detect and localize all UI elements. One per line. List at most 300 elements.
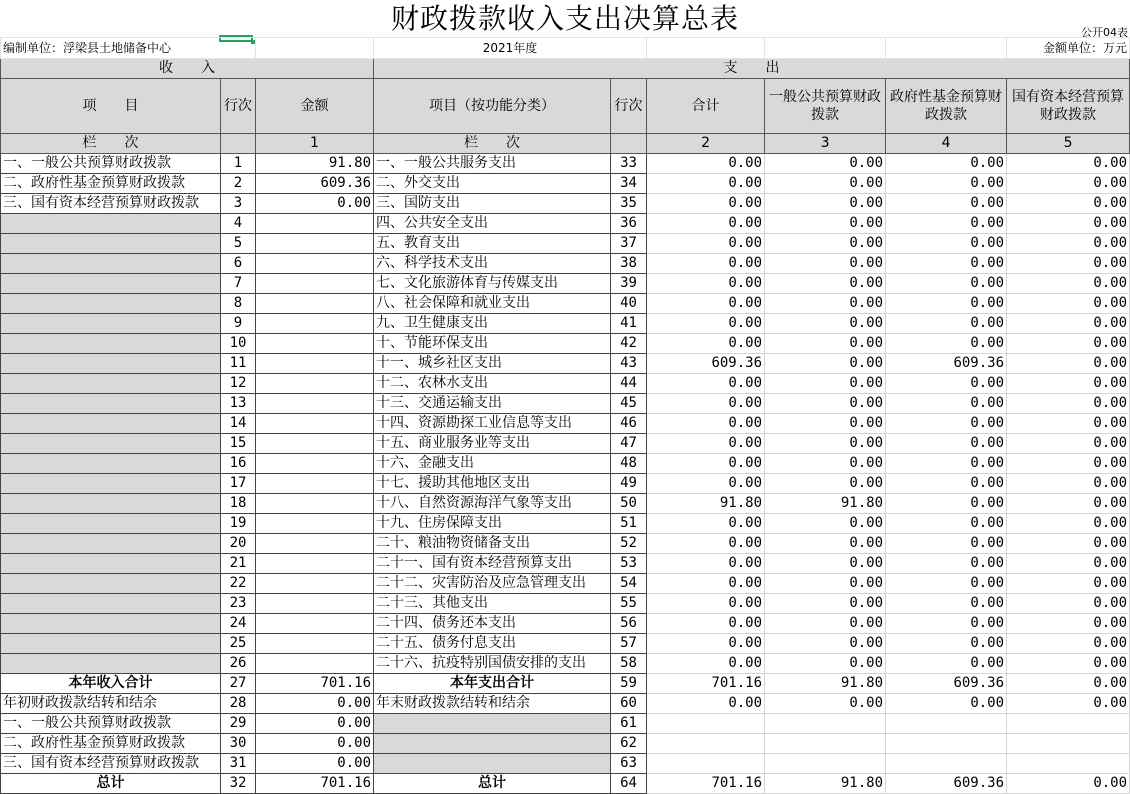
income-row-number[interactable]: 19 xyxy=(221,514,256,534)
expense-row-number[interactable]: 52 xyxy=(611,534,647,554)
income-item-cell[interactable]: 一、一般公共预算财政拨款 xyxy=(1,154,221,174)
income-item-cell[interactable] xyxy=(1,554,221,574)
expense-total-cell[interactable]: 0.00 xyxy=(647,514,765,534)
expense-row-number[interactable]: 59 xyxy=(611,674,647,694)
general-budget-cell[interactable]: 0.00 xyxy=(765,694,886,714)
expense-row-number[interactable]: 36 xyxy=(611,214,647,234)
general-budget-cell[interactable] xyxy=(765,734,886,754)
income-item-header[interactable]: 项 目 xyxy=(1,79,221,134)
income-row-number[interactable]: 5 xyxy=(221,234,256,254)
expense-item-header[interactable]: 项目（按功能分类） xyxy=(374,79,611,134)
expense-total-cell[interactable]: 0.00 xyxy=(647,534,765,554)
expense-total-cell[interactable]: 0.00 xyxy=(647,434,765,454)
income-row-number[interactable]: 11 xyxy=(221,354,256,374)
general-budget-cell[interactable]: 0.00 xyxy=(765,594,886,614)
expense-row-number[interactable]: 53 xyxy=(611,554,647,574)
expense-total-cell[interactable]: 0.00 xyxy=(647,214,765,234)
state-capital-cell[interactable]: 0.00 xyxy=(1007,594,1130,614)
income-row-number[interactable]: 32 xyxy=(221,774,256,794)
income-item-cell[interactable] xyxy=(1,654,221,674)
income-item-cell[interactable] xyxy=(1,534,221,554)
expense-total-cell[interactable]: 0.00 xyxy=(647,474,765,494)
income-row-number[interactable]: 13 xyxy=(221,394,256,414)
income-item-cell[interactable] xyxy=(1,334,221,354)
income-row-number[interactable]: 31 xyxy=(221,754,256,774)
expense-item-cell[interactable]: 一、一般公共服务支出 xyxy=(374,154,611,174)
fund-budget-cell[interactable]: 0.00 xyxy=(886,314,1007,334)
income-amount-cell[interactable] xyxy=(256,474,374,494)
general-budget-header[interactable]: 一般公共预算财政拨款 xyxy=(765,79,886,134)
income-amount-cell[interactable]: 701.16 xyxy=(256,674,374,694)
fund-budget-cell[interactable]: 0.00 xyxy=(886,654,1007,674)
expense-item-cell[interactable]: 本年支出合计 xyxy=(374,674,611,694)
general-budget-cell[interactable]: 0.00 xyxy=(765,374,886,394)
income-row-number[interactable]: 1 xyxy=(221,154,256,174)
income-row-number[interactable]: 29 xyxy=(221,714,256,734)
fund-budget-cell[interactable]: 0.00 xyxy=(886,434,1007,454)
expense-row-number[interactable]: 54 xyxy=(611,574,647,594)
income-rowno-header[interactable]: 行次 xyxy=(221,79,256,134)
general-budget-cell[interactable]: 0.00 xyxy=(765,234,886,254)
income-header[interactable]: 收 入 xyxy=(1,59,374,79)
expense-row-number[interactable]: 42 xyxy=(611,334,647,354)
state-capital-cell[interactable]: 0.00 xyxy=(1007,354,1130,374)
expense-total-cell[interactable]: 0.00 xyxy=(647,314,765,334)
income-item-cell[interactable] xyxy=(1,434,221,454)
income-row-number[interactable]: 18 xyxy=(221,494,256,514)
income-row-number[interactable]: 10 xyxy=(221,334,256,354)
income-amount-cell[interactable] xyxy=(256,414,374,434)
fund-budget-cell[interactable]: 0.00 xyxy=(886,394,1007,414)
income-amount-cell[interactable] xyxy=(256,434,374,454)
general-budget-cell[interactable]: 0.00 xyxy=(765,514,886,534)
income-item-cell[interactable]: 本年收入合计 xyxy=(1,674,221,694)
expense-total-cell[interactable]: 0.00 xyxy=(647,574,765,594)
income-row-number[interactable]: 6 xyxy=(221,254,256,274)
income-amount-cell[interactable] xyxy=(256,574,374,594)
fund-budget-header[interactable]: 政府性基金预算财政拨款 xyxy=(886,79,1007,134)
expense-row-number[interactable]: 62 xyxy=(611,734,647,754)
fund-budget-cell[interactable]: 0.00 xyxy=(886,494,1007,514)
state-capital-cell[interactable]: 0.00 xyxy=(1007,154,1130,174)
income-row-number[interactable]: 24 xyxy=(221,614,256,634)
income-amount-cell[interactable]: 0.00 xyxy=(256,694,374,714)
income-amount-cell[interactable] xyxy=(256,334,374,354)
expense-row-number[interactable]: 56 xyxy=(611,614,647,634)
expense-row-number[interactable]: 40 xyxy=(611,294,647,314)
general-budget-cell[interactable]: 0.00 xyxy=(765,414,886,434)
state-capital-cell[interactable]: 0.00 xyxy=(1007,634,1130,654)
fund-budget-cell[interactable]: 609.36 xyxy=(886,674,1007,694)
general-budget-cell[interactable] xyxy=(765,714,886,734)
expense-total-cell[interactable]: 0.00 xyxy=(647,274,765,294)
fund-budget-cell[interactable]: 0.00 xyxy=(886,174,1007,194)
income-amount-cell[interactable]: 0.00 xyxy=(256,734,374,754)
expense-item-cell[interactable]: 十七、援助其他地区支出 xyxy=(374,474,611,494)
general-budget-cell[interactable]: 0.00 xyxy=(765,214,886,234)
expense-item-cell[interactable] xyxy=(374,714,611,734)
income-amount-cell[interactable] xyxy=(256,214,374,234)
income-item-cell[interactable] xyxy=(1,394,221,414)
income-amount-cell[interactable]: 0.00 xyxy=(256,714,374,734)
income-item-cell[interactable] xyxy=(1,214,221,234)
income-amount-header[interactable]: 金额 xyxy=(256,79,374,134)
income-row-number[interactable]: 7 xyxy=(221,274,256,294)
expense-item-cell[interactable]: 二十六、抗疫特别国债安排的支出 xyxy=(374,654,611,674)
income-amount-cell[interactable] xyxy=(256,554,374,574)
expense-item-cell[interactable]: 年末财政拨款结转和结余 xyxy=(374,694,611,714)
expense-row-number[interactable]: 61 xyxy=(611,714,647,734)
amount-unit[interactable]: 金额单位：万元 xyxy=(1007,38,1130,59)
expense-item-cell[interactable]: 十九、住房保障支出 xyxy=(374,514,611,534)
state-capital-cell[interactable]: 0.00 xyxy=(1007,694,1130,714)
fund-budget-cell[interactable] xyxy=(886,734,1007,754)
expense-item-cell[interactable]: 七、文化旅游体育与传媒支出 xyxy=(374,274,611,294)
expense-item-cell[interactable]: 总计 xyxy=(374,774,611,794)
income-row-number[interactable]: 2 xyxy=(221,174,256,194)
fund-budget-cell[interactable]: 0.00 xyxy=(886,694,1007,714)
expense-item-cell[interactable]: 二十一、国有资本经营预算支出 xyxy=(374,554,611,574)
expense-item-cell[interactable]: 五、教育支出 xyxy=(374,234,611,254)
income-item-cell[interactable] xyxy=(1,574,221,594)
fund-budget-cell[interactable] xyxy=(886,714,1007,734)
state-capital-cell[interactable] xyxy=(1007,754,1130,774)
expense-total-cell[interactable]: 0.00 xyxy=(647,174,765,194)
expense-row-number[interactable]: 35 xyxy=(611,194,647,214)
fiscal-year[interactable]: 2021年度 xyxy=(374,38,647,59)
income-item-cell[interactable] xyxy=(1,594,221,614)
general-budget-cell[interactable]: 0.00 xyxy=(765,194,886,214)
fund-budget-cell[interactable]: 0.00 xyxy=(886,214,1007,234)
expense-total-cell[interactable]: 0.00 xyxy=(647,594,765,614)
expense-item-cell[interactable]: 三、国防支出 xyxy=(374,194,611,214)
expense-total-cell[interactable]: 701.16 xyxy=(647,674,765,694)
fund-budget-cell[interactable]: 0.00 xyxy=(886,554,1007,574)
general-budget-cell[interactable]: 91.80 xyxy=(765,494,886,514)
income-amount-cell[interactable]: 0.00 xyxy=(256,194,374,214)
income-row-number[interactable]: 30 xyxy=(221,734,256,754)
fund-budget-cell[interactable]: 609.36 xyxy=(886,354,1007,374)
expense-total-cell[interactable]: 609.36 xyxy=(647,354,765,374)
income-amount-cell[interactable] xyxy=(256,254,374,274)
expense-item-cell[interactable]: 九、卫生健康支出 xyxy=(374,314,611,334)
income-item-cell[interactable]: 总计 xyxy=(1,774,221,794)
general-budget-cell[interactable]: 91.80 xyxy=(765,774,886,794)
income-row-number[interactable]: 17 xyxy=(221,474,256,494)
income-item-cell[interactable] xyxy=(1,454,221,474)
income-row-number[interactable]: 22 xyxy=(221,574,256,594)
income-amount-cell[interactable] xyxy=(256,314,374,334)
income-item-cell[interactable]: 二、政府性基金预算财政拨款 xyxy=(1,734,221,754)
expense-total-cell[interactable]: 0.00 xyxy=(647,694,765,714)
state-capital-cell[interactable]: 0.00 xyxy=(1007,474,1130,494)
income-row-number[interactable]: 26 xyxy=(221,654,256,674)
col-label-right[interactable]: 栏 次 xyxy=(374,134,611,154)
fund-budget-cell[interactable]: 0.00 xyxy=(886,634,1007,654)
expense-total-cell[interactable]: 0.00 xyxy=(647,374,765,394)
income-amount-cell[interactable] xyxy=(256,514,374,534)
state-capital-cell[interactable]: 0.00 xyxy=(1007,234,1130,254)
income-amount-cell[interactable] xyxy=(256,274,374,294)
expense-row-number[interactable]: 63 xyxy=(611,754,647,774)
income-item-cell[interactable] xyxy=(1,314,221,334)
state-capital-cell[interactable]: 0.00 xyxy=(1007,514,1130,534)
expense-item-cell[interactable]: 十四、资源勘探工业信息等支出 xyxy=(374,414,611,434)
expense-total-header[interactable]: 合计 xyxy=(647,79,765,134)
expense-item-cell[interactable] xyxy=(374,734,611,754)
fund-budget-cell[interactable]: 0.00 xyxy=(886,414,1007,434)
expense-item-cell[interactable]: 二十、粮油物资储备支出 xyxy=(374,534,611,554)
general-budget-cell[interactable]: 0.00 xyxy=(765,454,886,474)
state-capital-cell[interactable]: 0.00 xyxy=(1007,574,1130,594)
expense-total-cell[interactable] xyxy=(647,754,765,774)
state-capital-cell[interactable]: 0.00 xyxy=(1007,214,1130,234)
general-budget-cell[interactable]: 0.00 xyxy=(765,654,886,674)
income-item-cell[interactable] xyxy=(1,274,221,294)
expense-item-cell[interactable]: 二十二、灾害防治及应急管理支出 xyxy=(374,574,611,594)
state-capital-cell[interactable]: 0.00 xyxy=(1007,554,1130,574)
income-amount-cell[interactable]: 91.80 xyxy=(256,154,374,174)
expense-item-cell[interactable]: 十八、自然资源海洋气象等支出 xyxy=(374,494,611,514)
state-capital-cell[interactable]: 0.00 xyxy=(1007,294,1130,314)
income-row-number[interactable]: 20 xyxy=(221,534,256,554)
general-budget-cell[interactable]: 0.00 xyxy=(765,174,886,194)
col-index-2[interactable]: 2 xyxy=(647,134,765,154)
expense-total-cell[interactable] xyxy=(647,734,765,754)
col-index-5[interactable]: 5 xyxy=(1007,134,1130,154)
state-capital-cell[interactable]: 0.00 xyxy=(1007,774,1130,794)
income-amount-cell[interactable] xyxy=(256,494,374,514)
income-row-number[interactable]: 21 xyxy=(221,554,256,574)
general-budget-cell[interactable]: 0.00 xyxy=(765,334,886,354)
expense-item-cell[interactable]: 十三、交通运输支出 xyxy=(374,394,611,414)
col-index-3[interactable]: 3 xyxy=(765,134,886,154)
general-budget-cell[interactable]: 0.00 xyxy=(765,294,886,314)
general-budget-cell[interactable]: 0.00 xyxy=(765,614,886,634)
income-item-cell[interactable] xyxy=(1,254,221,274)
income-item-cell[interactable] xyxy=(1,234,221,254)
expense-row-number[interactable]: 39 xyxy=(611,274,647,294)
income-item-cell[interactable]: 一、一般公共预算财政拨款 xyxy=(1,714,221,734)
expense-row-number[interactable]: 37 xyxy=(611,234,647,254)
expense-rowno-header[interactable]: 行次 xyxy=(611,79,647,134)
general-budget-cell[interactable]: 0.00 xyxy=(765,474,886,494)
state-capital-cell[interactable]: 0.00 xyxy=(1007,414,1130,434)
income-item-cell[interactable] xyxy=(1,634,221,654)
expense-row-number[interactable]: 41 xyxy=(611,314,647,334)
state-capital-cell[interactable]: 0.00 xyxy=(1007,674,1130,694)
income-row-number[interactable]: 4 xyxy=(221,214,256,234)
income-item-cell[interactable] xyxy=(1,414,221,434)
fund-budget-cell[interactable]: 0.00 xyxy=(886,154,1007,174)
income-amount-cell[interactable] xyxy=(256,654,374,674)
expense-item-cell[interactable]: 二、外交支出 xyxy=(374,174,611,194)
state-capital-cell[interactable]: 0.00 xyxy=(1007,174,1130,194)
income-amount-cell[interactable] xyxy=(256,294,374,314)
income-item-cell[interactable]: 三、国有资本经营预算财政拨款 xyxy=(1,754,221,774)
col-index-1[interactable]: 1 xyxy=(256,134,374,154)
income-row-number[interactable]: 3 xyxy=(221,194,256,214)
expense-total-cell[interactable]: 0.00 xyxy=(647,194,765,214)
expense-item-cell[interactable]: 十、节能环保支出 xyxy=(374,334,611,354)
income-amount-cell[interactable] xyxy=(256,614,374,634)
general-budget-cell[interactable]: 0.00 xyxy=(765,434,886,454)
fund-budget-cell[interactable]: 0.00 xyxy=(886,454,1007,474)
state-capital-header[interactable]: 国有资本经营预算财政拨款 xyxy=(1007,79,1130,134)
compiling-unit[interactable]: 编制单位：浮梁县土地储备中心 xyxy=(1,38,256,59)
expense-item-cell[interactable]: 八、社会保障和就业支出 xyxy=(374,294,611,314)
income-amount-cell[interactable]: 701.16 xyxy=(256,774,374,794)
general-budget-cell[interactable]: 91.80 xyxy=(765,674,886,694)
state-capital-cell[interactable] xyxy=(1007,714,1130,734)
expense-total-cell[interactable]: 701.16 xyxy=(647,774,765,794)
state-capital-cell[interactable]: 0.00 xyxy=(1007,254,1130,274)
expense-item-cell[interactable]: 十二、农林水支出 xyxy=(374,374,611,394)
expense-total-cell[interactable]: 0.00 xyxy=(647,654,765,674)
expense-item-cell[interactable]: 二十三、其他支出 xyxy=(374,594,611,614)
expense-item-cell[interactable]: 二十四、债务还本支出 xyxy=(374,614,611,634)
expense-total-cell[interactable]: 0.00 xyxy=(647,414,765,434)
expense-row-number[interactable]: 44 xyxy=(611,374,647,394)
fund-budget-cell[interactable]: 0.00 xyxy=(886,334,1007,354)
expense-row-number[interactable]: 49 xyxy=(611,474,647,494)
fund-budget-cell[interactable]: 0.00 xyxy=(886,294,1007,314)
expense-row-number[interactable]: 57 xyxy=(611,634,647,654)
income-amount-cell[interactable] xyxy=(256,534,374,554)
income-item-cell[interactable] xyxy=(1,294,221,314)
state-capital-cell[interactable] xyxy=(1007,734,1130,754)
expense-total-cell[interactable]: 0.00 xyxy=(647,614,765,634)
expense-row-number[interactable]: 46 xyxy=(611,414,647,434)
expense-row-number[interactable]: 47 xyxy=(611,434,647,454)
state-capital-cell[interactable]: 0.00 xyxy=(1007,194,1130,214)
expense-header[interactable]: 支 出 xyxy=(374,59,1130,79)
state-capital-cell[interactable]: 0.00 xyxy=(1007,454,1130,474)
income-item-cell[interactable]: 年初财政拨款结转和结余 xyxy=(1,694,221,714)
col-index-4[interactable]: 4 xyxy=(886,134,1007,154)
expense-row-number[interactable]: 51 xyxy=(611,514,647,534)
income-item-cell[interactable]: 二、政府性基金预算财政拨款 xyxy=(1,174,221,194)
fund-budget-cell[interactable]: 0.00 xyxy=(886,234,1007,254)
expense-total-cell[interactable]: 0.00 xyxy=(647,394,765,414)
fund-budget-cell[interactable]: 0.00 xyxy=(886,194,1007,214)
income-amount-cell[interactable]: 609.36 xyxy=(256,174,374,194)
expense-row-number[interactable]: 45 xyxy=(611,394,647,414)
income-amount-cell[interactable] xyxy=(256,234,374,254)
income-item-cell[interactable] xyxy=(1,354,221,374)
general-budget-cell[interactable]: 0.00 xyxy=(765,534,886,554)
general-budget-cell[interactable]: 0.00 xyxy=(765,574,886,594)
fund-budget-cell[interactable]: 0.00 xyxy=(886,474,1007,494)
income-row-number[interactable]: 15 xyxy=(221,434,256,454)
expense-row-number[interactable]: 34 xyxy=(611,174,647,194)
expense-total-cell[interactable]: 0.00 xyxy=(647,634,765,654)
income-amount-cell[interactable] xyxy=(256,634,374,654)
income-row-number[interactable]: 8 xyxy=(221,294,256,314)
expense-item-cell[interactable] xyxy=(374,754,611,774)
fund-budget-cell[interactable]: 0.00 xyxy=(886,574,1007,594)
fund-budget-cell[interactable]: 0.00 xyxy=(886,374,1007,394)
general-budget-cell[interactable]: 0.00 xyxy=(765,354,886,374)
fund-budget-cell[interactable] xyxy=(886,754,1007,774)
state-capital-cell[interactable]: 0.00 xyxy=(1007,534,1130,554)
income-row-number[interactable]: 9 xyxy=(221,314,256,334)
income-row-number[interactable]: 25 xyxy=(221,634,256,654)
income-row-number[interactable]: 28 xyxy=(221,694,256,714)
income-amount-cell[interactable] xyxy=(256,354,374,374)
fund-budget-cell[interactable]: 0.00 xyxy=(886,594,1007,614)
state-capital-cell[interactable]: 0.00 xyxy=(1007,314,1130,334)
general-budget-cell[interactable]: 0.00 xyxy=(765,274,886,294)
income-item-cell[interactable] xyxy=(1,374,221,394)
income-amount-cell[interactable] xyxy=(256,394,374,414)
expense-row-number[interactable]: 38 xyxy=(611,254,647,274)
income-row-number[interactable]: 23 xyxy=(221,594,256,614)
expense-row-number[interactable]: 60 xyxy=(611,694,647,714)
expense-row-number[interactable]: 33 xyxy=(611,154,647,174)
state-capital-cell[interactable]: 0.00 xyxy=(1007,274,1130,294)
expense-item-cell[interactable]: 四、公共安全支出 xyxy=(374,214,611,234)
expense-item-cell[interactable]: 六、科学技术支出 xyxy=(374,254,611,274)
fund-budget-cell[interactable]: 609.36 xyxy=(886,774,1007,794)
expense-item-cell[interactable]: 二十五、债务付息支出 xyxy=(374,634,611,654)
income-row-number[interactable]: 12 xyxy=(221,374,256,394)
general-budget-cell[interactable]: 0.00 xyxy=(765,554,886,574)
general-budget-cell[interactable]: 0.00 xyxy=(765,314,886,334)
state-capital-cell[interactable]: 0.00 xyxy=(1007,334,1130,354)
income-item-cell[interactable] xyxy=(1,514,221,534)
expense-row-number[interactable]: 58 xyxy=(611,654,647,674)
fund-budget-cell[interactable]: 0.00 xyxy=(886,254,1007,274)
income-item-cell[interactable] xyxy=(1,614,221,634)
general-budget-cell[interactable]: 0.00 xyxy=(765,254,886,274)
expense-total-cell[interactable]: 0.00 xyxy=(647,294,765,314)
income-row-number[interactable]: 27 xyxy=(221,674,256,694)
expense-total-cell[interactable]: 0.00 xyxy=(647,334,765,354)
general-budget-cell[interactable]: 0.00 xyxy=(765,154,886,174)
expense-item-cell[interactable]: 十五、商业服务业等支出 xyxy=(374,434,611,454)
expense-total-cell[interactable]: 0.00 xyxy=(647,154,765,174)
expense-total-cell[interactable]: 0.00 xyxy=(647,554,765,574)
state-capital-cell[interactable]: 0.00 xyxy=(1007,614,1130,634)
state-capital-cell[interactable]: 0.00 xyxy=(1007,654,1130,674)
general-budget-cell[interactable]: 0.00 xyxy=(765,634,886,654)
general-budget-cell[interactable]: 0.00 xyxy=(765,394,886,414)
income-amount-cell[interactable] xyxy=(256,454,374,474)
expense-total-cell[interactable]: 0.00 xyxy=(647,454,765,474)
income-item-cell[interactable] xyxy=(1,494,221,514)
fund-budget-cell[interactable]: 0.00 xyxy=(886,614,1007,634)
income-amount-cell[interactable] xyxy=(256,374,374,394)
expense-total-cell[interactable]: 0.00 xyxy=(647,254,765,274)
income-item-cell[interactable] xyxy=(1,474,221,494)
fund-budget-cell[interactable]: 0.00 xyxy=(886,514,1007,534)
income-item-cell[interactable]: 三、国有资本经营预算财政拨款 xyxy=(1,194,221,214)
expense-item-cell[interactable]: 十六、金融支出 xyxy=(374,454,611,474)
general-budget-cell[interactable] xyxy=(765,754,886,774)
expense-total-cell[interactable] xyxy=(647,714,765,734)
expense-total-cell[interactable]: 0.00 xyxy=(647,234,765,254)
fund-budget-cell[interactable]: 0.00 xyxy=(886,534,1007,554)
state-capital-cell[interactable]: 0.00 xyxy=(1007,374,1130,394)
expense-row-number[interactable]: 48 xyxy=(611,454,647,474)
expense-row-number[interactable]: 43 xyxy=(611,354,647,374)
state-capital-cell[interactable]: 0.00 xyxy=(1007,394,1130,414)
state-capital-cell[interactable]: 0.00 xyxy=(1007,494,1130,514)
expense-row-number[interactable]: 55 xyxy=(611,594,647,614)
expense-item-cell[interactable]: 十一、城乡社区支出 xyxy=(374,354,611,374)
expense-row-number[interactable]: 64 xyxy=(611,774,647,794)
